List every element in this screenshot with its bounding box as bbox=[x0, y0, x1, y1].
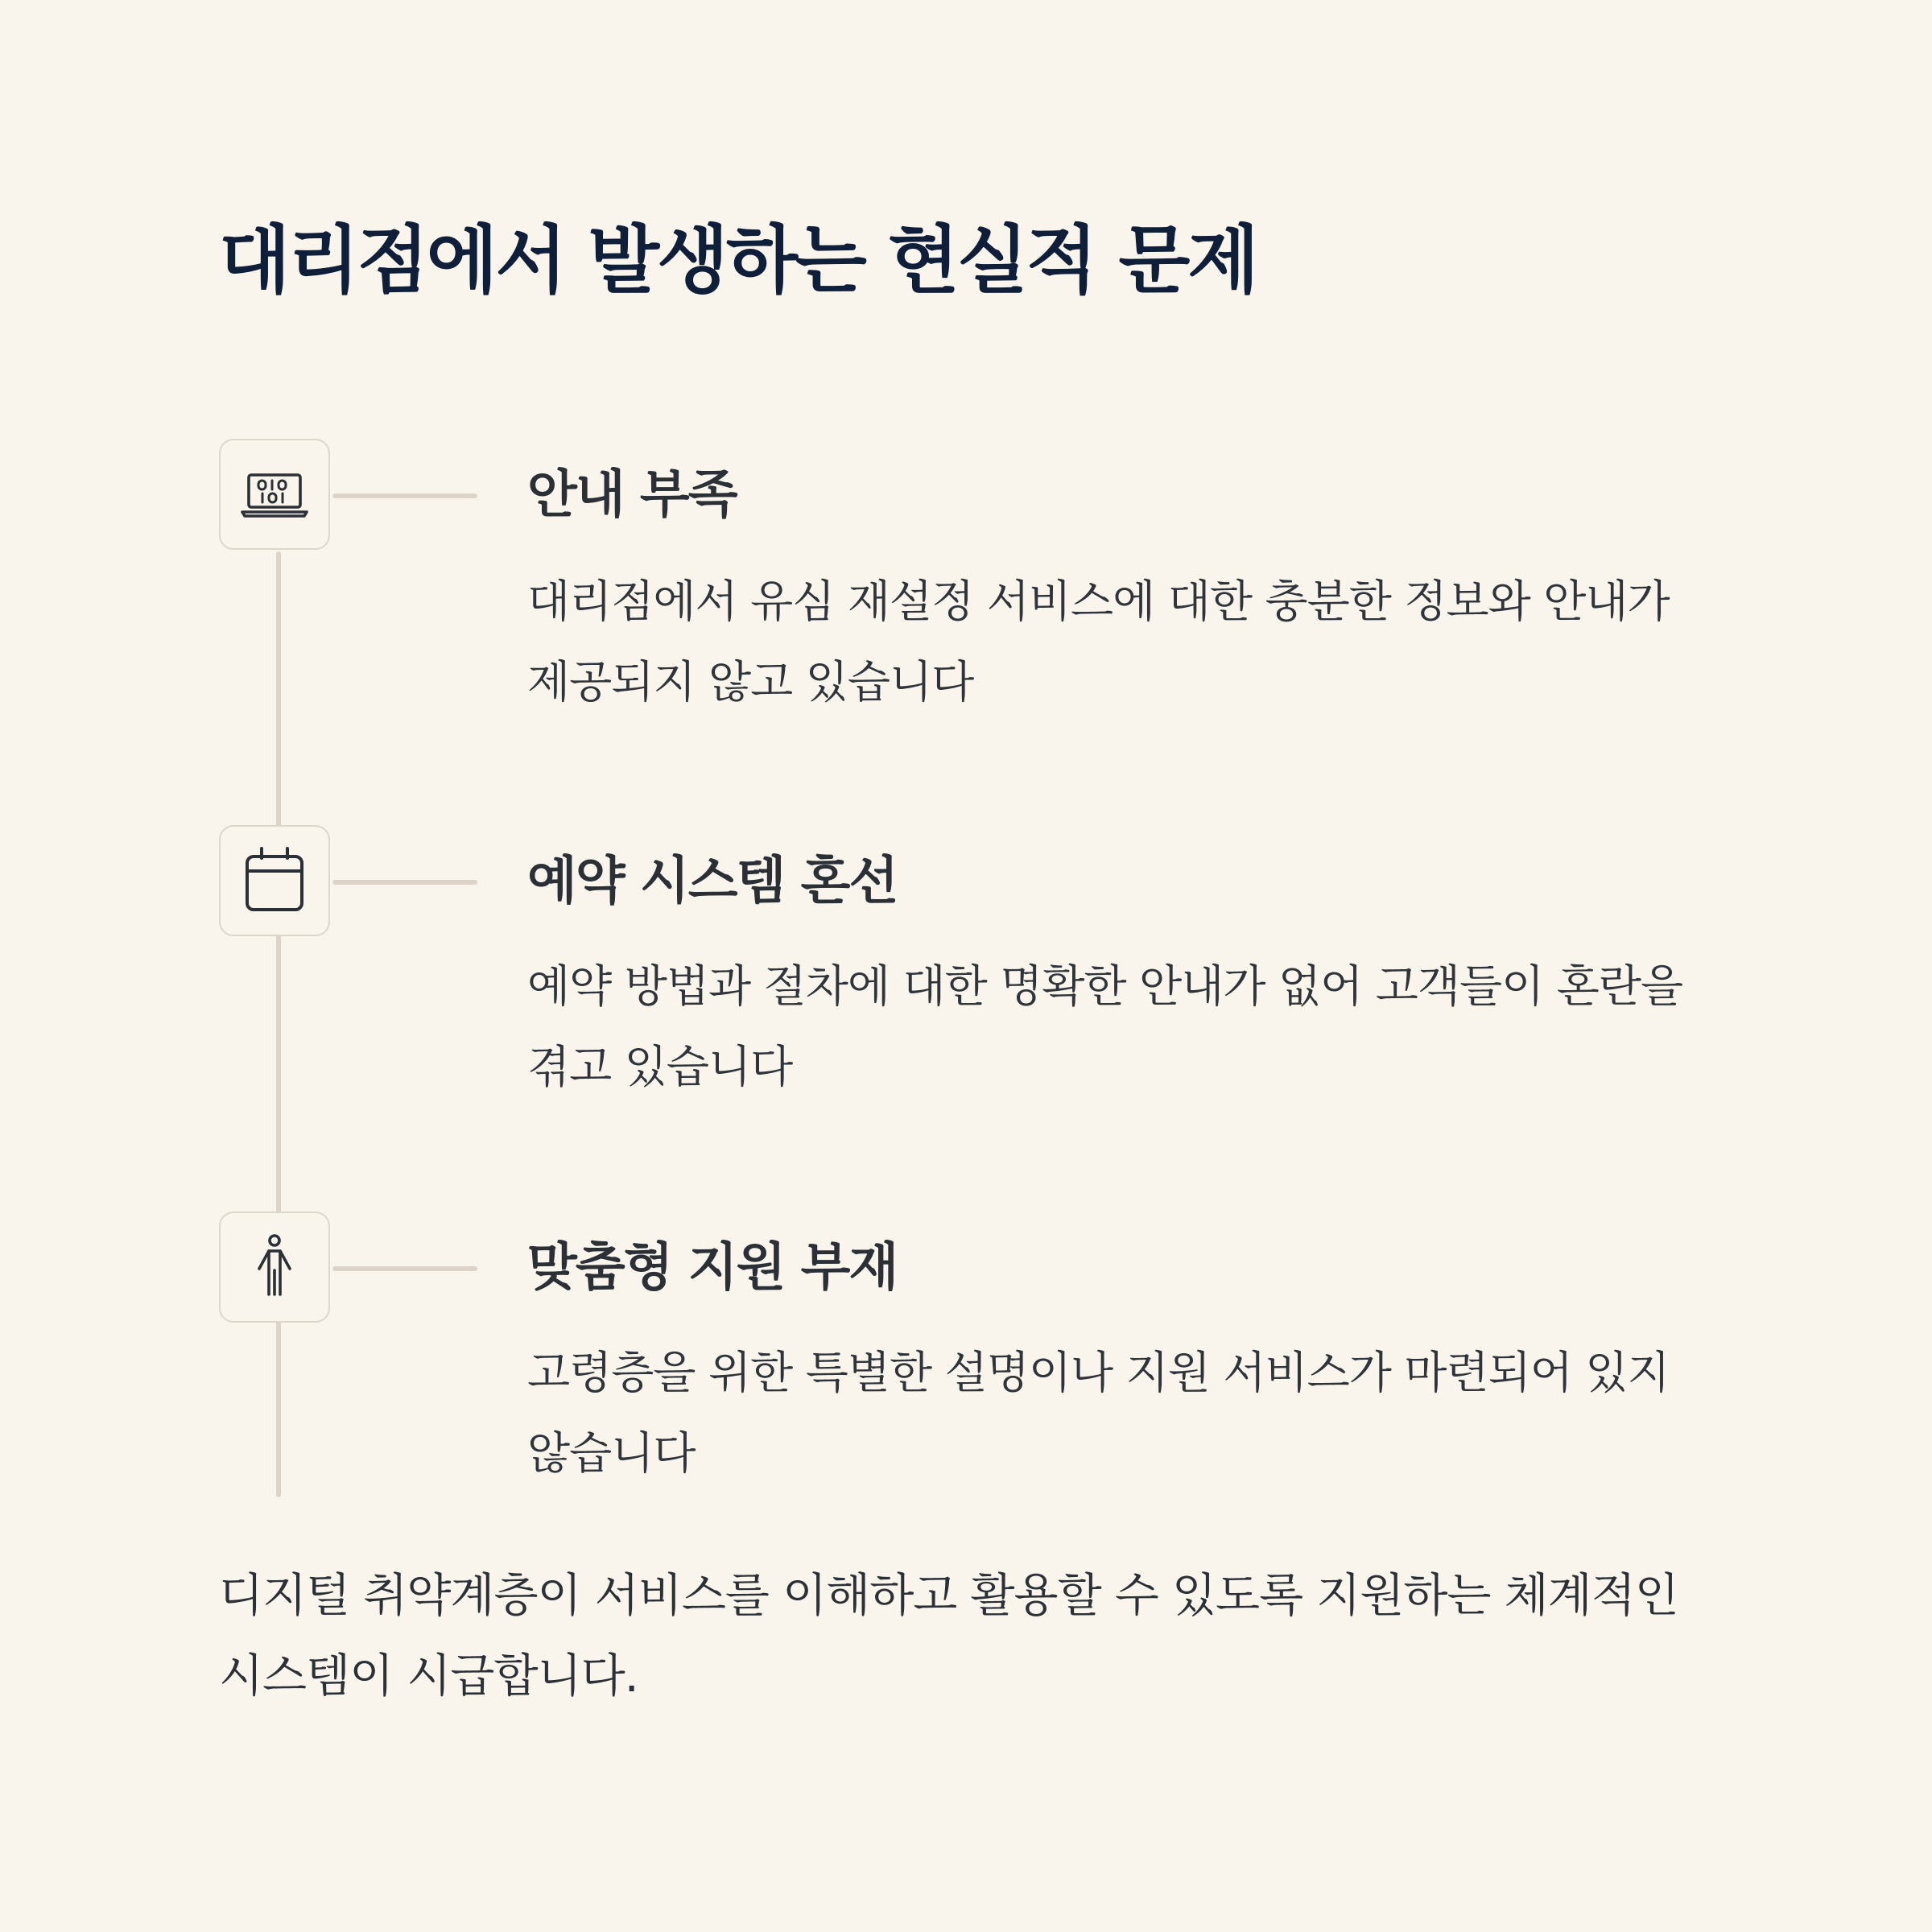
summary-text: 디지털 취약계층이 서비스를 이해하고 활용할 수 있도록 지원하는 체계적인 시스템이 시급합니다. bbox=[219, 1569, 1678, 1703]
person-icon bbox=[236, 1228, 313, 1306]
item-title: 맞춤형 지원 부재 bbox=[527, 1238, 898, 1298]
timeline-connector bbox=[332, 880, 477, 885]
item-title: 예약 시스템 혼선 bbox=[527, 852, 898, 911]
timeline-icon-box bbox=[219, 439, 330, 550]
timeline-connector bbox=[332, 1266, 477, 1271]
timeline-connector bbox=[332, 493, 477, 498]
timeline-icon-box bbox=[219, 1212, 330, 1323]
item-description: 대리점에서 유심 재설정 서비스에 대한 충분한 정보와 안내가 제공되지 않고 있습니다 bbox=[527, 576, 1670, 708]
timeline-icon-box bbox=[219, 825, 330, 936]
timeline-vertical-line bbox=[276, 551, 281, 1497]
item-description: 예약 방법과 절차에 대한 명확한 안내가 없어 고객들이 혼란을 겪고 있습니다 bbox=[527, 960, 1683, 1092]
item-description: 고령층을 위한 특별한 설명이나 지원 서비스가 마련되어 있지 않습니다 bbox=[527, 1347, 1670, 1479]
laptop-binary-icon bbox=[236, 456, 313, 533]
item-title: 안내 부족 bbox=[527, 465, 737, 525]
calendar-icon bbox=[236, 842, 313, 919]
page-title: 대리점에서 발생하는 현실적 문제 bbox=[219, 217, 1257, 303]
